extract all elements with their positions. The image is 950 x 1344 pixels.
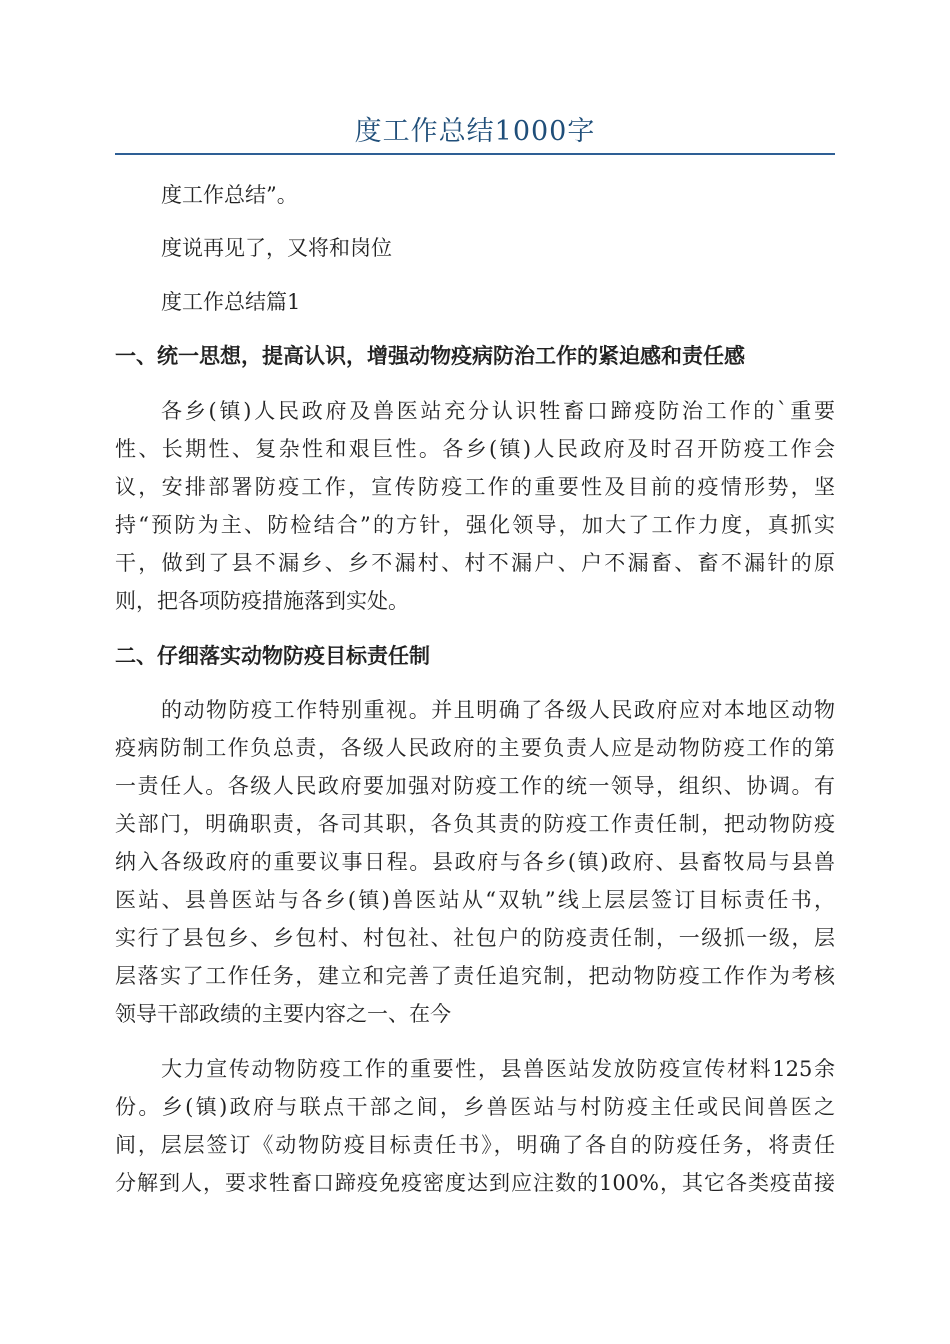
paragraph-line: 则，把各项防疫措施落到实处。 <box>115 589 409 613</box>
paragraph-line: 医站、县兽医站与各乡(镇)兽医站从“双轨”线上层层签订目标责任书， <box>115 888 835 912</box>
paragraph-line: 份。乡(镇)政府与联点干部之间，乡兽医站与村防疫主任或民间兽医之 <box>115 1095 835 1119</box>
paragraph-line: 疫病防制工作负总责，各级人民政府的主要负责人应是动物防疫工作的第 <box>115 736 835 760</box>
section-heading-2: 二、仔细落实动物防疫目标责任制 <box>115 644 430 668</box>
paragraph-line: 实行了县包乡、乡包村、村包社、社包户的防疫责任制，一级抓一级，层 <box>115 926 835 950</box>
paragraph-line: 关部门，明确职责，各司其职，各负其责的防疫工作责任制，把动物防疫 <box>115 812 835 836</box>
paragraph-line: 纳入各级政府的重要议事日程。县政府与各乡(镇)政府、县畜牧局与县兽 <box>115 850 835 874</box>
document-title: 度工作总结1000字 <box>354 116 596 147</box>
paragraph-line: 性、长期性、复杂性和艰巨性。各乡(镇)人民政府及时召开防疫工作会 <box>115 437 835 461</box>
intro-line: 度说再见了，又将和岗位 <box>161 236 392 260</box>
paragraph-line: 持“预防为主、防检结合”的方针，强化领导，加大了工作力度，真抓实 <box>115 513 835 537</box>
paragraph-line: 领导干部政绩的主要内容之一、在今 <box>115 1002 451 1026</box>
paragraph-line: 大力宣传动物防疫工作的重要性，县兽医站发放防疫宣传材料125余 <box>161 1057 835 1081</box>
paragraph-line: 层落实了工作任务，建立和完善了责任追究制，把动物防疫工作作为考核 <box>115 964 835 988</box>
intro-line: 度工作总结篇1 <box>161 290 301 314</box>
section-heading-1: 一、统一思想，提高认识，增强动物疫病防治工作的紧迫感和责任感 <box>115 344 745 368</box>
paragraph-line: 干，做到了县不漏乡、乡不漏村、村不漏户、户不漏畜、畜不漏针的原 <box>115 551 835 575</box>
paragraph-line: 的动物防疫工作特别重视。并且明确了各级人民政府应对本地区动物 <box>161 698 835 722</box>
paragraph-line: 间，层层签订《动物防疫目标责任书》，明确了各自的防疫任务，将责任 <box>115 1133 835 1157</box>
paragraph-line: 分解到人，要求牲畜口蹄疫免疫密度达到应注数的100%，其它各类疫苗接 <box>115 1171 835 1195</box>
paragraph-line: 一责任人。各级人民政府要加强对防疫工作的统一领导，组织、协调。有 <box>115 774 835 798</box>
paragraph-line: 各乡(镇)人民政府及兽医站充分认识牲畜口蹄疫防治工作的`重要 <box>161 399 835 423</box>
intro-line: 度工作总结”。 <box>161 183 298 207</box>
title-underline <box>115 153 835 155</box>
paragraph-line: 议，安排部署防疫工作，宣传防疫工作的重要性及目前的疫情形势，坚 <box>115 475 835 499</box>
